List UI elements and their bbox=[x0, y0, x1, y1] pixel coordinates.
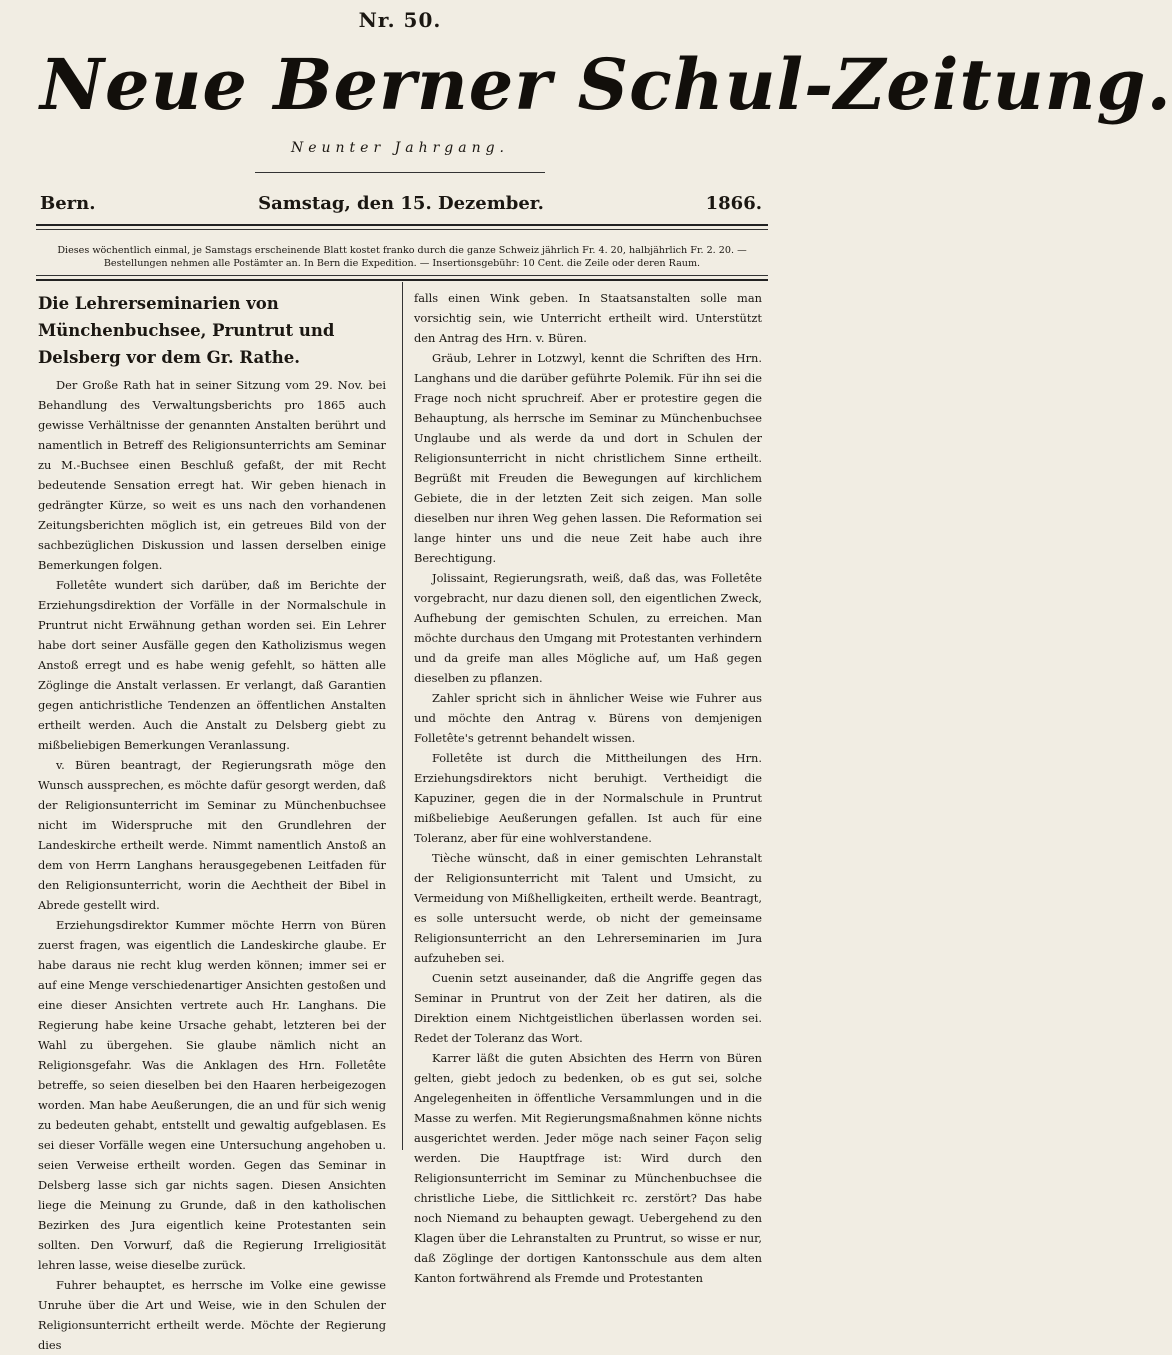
notice-line: Dieses wöchentlich einmal, je Samstags erscheinende Blatt kostet franko durch die ganze Schweiz jährlich Fr. 4. 20, halbjährlich Fr. 2. 20. — bbox=[57, 245, 747, 256]
notice-line: Bestellungen nehmen alle Postämter an. In Bern die Expedition. — Insertionsgebühr: 10 Cent. die Zeile oder deren Raum. bbox=[103, 258, 701, 269]
article-paragraph: Erziehungsdirektor Kummer möchte Herrn von Büren zuerst fragen, was eigentlich die Landeskirche glaube. Er habe daraus nie recht klug werden können; immer sei er auf eine Menge verschiedenartiger Ansichten gestoßen und eine dieser Ansichten vertrete auch Hr. Langhans. Die Regierung habe keine Ursache gehabt, letzteren bei der Wahl zu übergehen. Sie glaube nämlich nicht an Religionsgefahr. Was die Anklagen des Hrn. Folletête betreffe, so seien dieselben bei den Haaren herbeigezogen worden. Man habe Aeußerungen, die an und für sich wenig zu bedeuten gehabt, entstellt und gewaltig aufgeblasen. Es sei dieser Vorfälle wegen eine Untersuchung angehoben u. seien Verweise ertheilt worden. Gegen das Seminar in Delsberg lasse sich gar nichts sagen. Diesen Ansichten liege die Meinung zu Grunde, daß in den katholischen Bezirken des Jura eigentlich keine Protestanten sein sollten. Den Vorwurf, daß die Regierung Irreligiosität lehren lasse, weise dieselbe zurück. bbox=[38, 918, 386, 1272]
issue-number: Nr. 50. bbox=[358, 8, 442, 32]
dateline-year: 1866. bbox=[705, 193, 762, 214]
dateline-date: Samstag, den 15. Dezember. bbox=[258, 193, 544, 214]
article-paragraph: falls einen Wink geben. In Staatsanstalten solle man vorsichtig sein, wie Unterricht ertheilt wird. Unterstützt den Antrag des Hrn. v. Büren. bbox=[414, 291, 762, 345]
article-column-right bbox=[414, 288, 762, 1285]
article-paragraph: Tièche wünscht, daß in einer gemischten Lehranstalt der Religionsunterricht mit Talent und Umsicht, zu Vermeidung von Mißhelligkeiten, ertheilt werde. Beantragt, es solle untersucht werde, ob nicht der gemeinsame Religionsunterricht an den Lehrerseminarien im Jura aufzuheben sei. bbox=[414, 851, 762, 965]
rule-above-notice bbox=[36, 224, 768, 226]
column-divider bbox=[402, 282, 403, 1150]
article-paragraph: Zahler spricht sich in ähnlicher Weise wie Fuhrer aus und möchte den Antrag v. Bürens von demjenigen Folletête's getrennt behandelt wissen. bbox=[414, 691, 762, 745]
article-paragraph: Fuhrer behauptet, es herrsche im Volke eine gewisse Unruhe über die Art und Weise, wie in den Schulen der Religionsunterricht ertheilt werde. Möchte der Regierung dies bbox=[38, 1278, 386, 1352]
article-paragraph: Cuenin setzt auseinander, daß die Angriffe gegen das Seminar in Pruntrut von der Zeit her datiren, als die Direktion einem Nichtgeistlichen überlassen worden sei. Redet der Toleranz das Wort. bbox=[414, 971, 762, 1045]
article-paragraph: Folletête wundert sich darüber, daß im Berichte der Erziehungsdirektion der Vorfälle in der Normalschule in Pruntrut nicht Erwähnung gethan worden sei. Ein Lehrer habe dort seiner Ausfälle gegen den Katholizismus wegen Anstoß erregt und es habe wenig gefehlt, so hätten alle Zöglinge die Anstalt verlassen. Er verlangt, daß Garantien gegen antichristliche Tendenzen an öffentlichen Anstalten ertheilt werden. Auch die Anstalt zu Delsberg giebt zu mißbeliebigen Bemerkungen Veranlassung. bbox=[38, 578, 386, 752]
article-paragraph: Gräub, Lehrer in Lotzwyl, kennt die Schriften des Hrn. Langhans und die darüber geführte Polemik. Für ihn sei die Frage noch nicht spruchreif. Aber er protestire gegen die Behauptung, als herrsche im Seminar zu Münchenbuchsee Unglaube und als werde da und dort in Schulen der Religionsunterricht in nicht christlichem Sinne ertheilt. Begrüßt mit Freuden die Bewegungen auf kirchlichem Gebiete, die in der letzten Zeit sich zeigen. Man solle dieselben nur ihren Weg gehen lassen. Die Reformation sei lange hinter uns und die neue Zeit habe auch ihre Berechtigung. bbox=[414, 351, 762, 565]
volume-line: Neunter Jahrgang. bbox=[290, 140, 510, 156]
masthead-title: Neue Berner Schul-Zeitung. bbox=[40, 43, 1172, 126]
rule-below-notice-thin bbox=[36, 275, 768, 276]
article-column-left bbox=[38, 290, 386, 1352]
article-paragraph: v. Büren beantragt, der Regierungsrath möge den Wunsch aussprechen, es möchte dafür gesorgt werden, daß der Religionsunterricht im Seminar zu Münchenbuchsee nicht im Widerspruche mit den Grundlehren der Landeskirche ertheilt werde. Nimmt namentlich Anstoß an dem von Herrn Langhans herausgegebenen Leitfaden für den Religionsunterricht, worin die Aechtheit der Bibel in Abrede gestellt wird. bbox=[38, 758, 386, 912]
article-paragraph: Jolissaint, Regierungsrath, weiß, daß das, was Folletête vorgebracht, nur dazu dienen soll, den eigentlichen Zweck, Aufhebung der gemischten Schulen, zu erreichen. Man möchte durchaus den Umgang mit Protestanten verhindern und da greife man alles Mögliche auf, um Haß gegen dieselben zu pflanzen. bbox=[414, 571, 762, 685]
decorative-rule bbox=[255, 172, 545, 173]
dateline bbox=[40, 193, 762, 217]
article-title: Die Lehrerseminarien von Münchenbuchsee, Pruntrut und Delsberg vor dem Gr. Rathe. bbox=[38, 294, 335, 367]
rule-below-notice bbox=[36, 279, 768, 281]
article-paragraph: Folletête ist durch die Mittheilungen des Hrn. Erziehungsdirektors nicht beruhigt. Vertheidigt die Kapuziner, gegen die in der Normalschule in Pruntrut mißbeliebige Aeußerungen gefallen. Ist auch für eine Toleranz, aber für eine wohlverstandene. bbox=[414, 751, 762, 845]
rule-above-notice-thin bbox=[36, 229, 768, 230]
subscription-notice bbox=[36, 244, 768, 270]
article-paragraph: Karrer läßt die guten Absichten des Herrn von Büren gelten, giebt jedoch zu bedenken, ob es gut sei, solche Angelegenheiten in öffentliche Versammlungen und in die Masse zu werfen. Mit Regierungsmaßnahmen könne nichts ausgerichtet werden. Jeder möge nach seiner Façon selig werden. Die Hauptfrage ist: Wird durch den Religionsunterricht im Seminar zu Münchenbuchsee die christliche Liebe, die Sittlichkeit rc. zerstört? Das habe noch Niemand zu behaupten gewagt. Uebergehend zu den Klagen über die Lehranstalten zu Pruntrut, so wisse er nur, daß Zöglinge der dortigen Kantonsschule aus dem alten Kanton fortwährend als Fremde und Protestanten bbox=[414, 1051, 762, 1285]
dateline-place: Bern. bbox=[40, 193, 96, 214]
article-paragraph: Der Große Rath hat in seiner Sitzung vom 29. Nov. bei Behandlung des Verwaltungsberichts pro 1865 auch gewisse Verhältnisse der genannten Anstalten berührt und namentlich in Betreff des Religionsunterrichts am Seminar zu M.-Buchsee einen Beschluß gefaßt, der mit Recht bedeutende Sensation erregt hat. Wir geben hienach in gedrängter Kürze, so weit es uns nach den vorhandenen Zeitungsberichten möglich ist, ein getreues Bild von der sachbezüglichen Diskussion und lassen derselben einige Bemerkungen folgen. bbox=[38, 378, 386, 572]
